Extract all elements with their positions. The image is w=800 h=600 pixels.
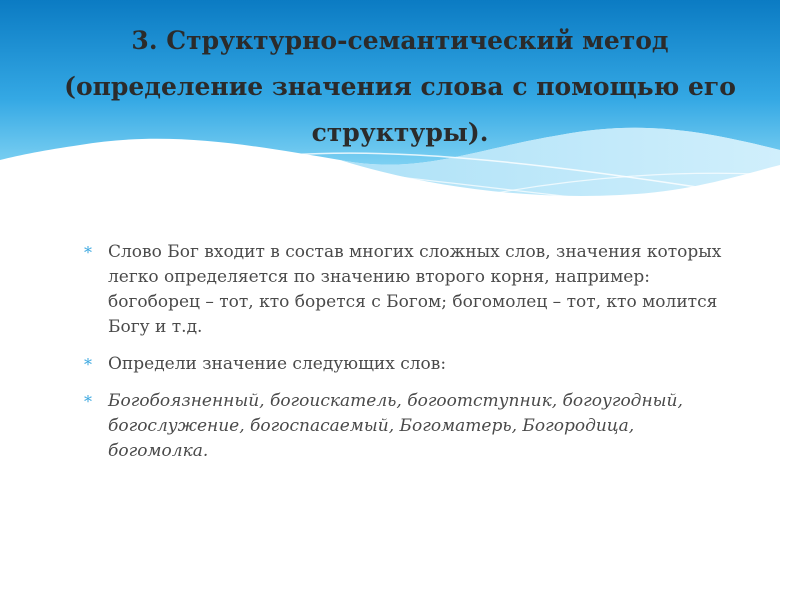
title-line-2: (определение значения слова с помощью его <box>64 72 736 101</box>
slide-title <box>40 18 760 156</box>
bullet-asterisk-icon: * <box>84 355 92 374</box>
bullet-asterisk-icon: * <box>84 392 92 411</box>
list-item <box>84 352 734 377</box>
list-item-text: Слово Бог входит в состав многих сложных слов, значения которых легко определяется по значению второго корня, например: богоборец – тот, кто борется с Богом; богомолец – тот, кто молится Богу и т.д. <box>108 242 722 337</box>
list-item <box>84 240 734 340</box>
list-item-text: Определи значение следующих слов: <box>108 354 447 374</box>
title-line-3: структуры). <box>311 118 489 147</box>
bullet-asterisk-icon: * <box>84 243 92 262</box>
list-item <box>84 389 734 464</box>
bullet-list <box>84 240 734 476</box>
list-item-text: Богобоязненный, богоискатель, богоотступник, богоугодный, богослужение, богоспасаемый, Богоматерь, Богородица, богомолка. <box>108 391 683 461</box>
title-line-1: 3. Структурно-семантический метод <box>131 26 669 55</box>
